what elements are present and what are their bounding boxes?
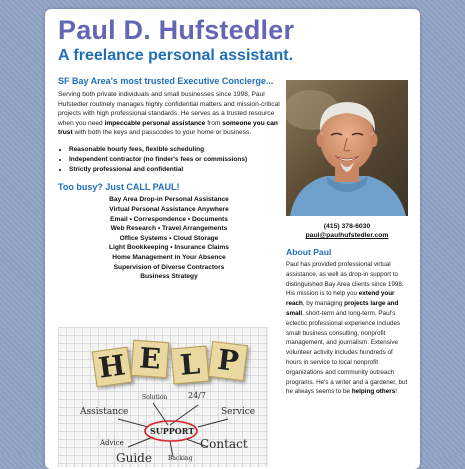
- help-tile-l: L: [170, 345, 209, 384]
- page-container: [45, 9, 420, 469]
- word-service: Service: [221, 407, 256, 417]
- service-item: Supervision of Diverse Contractors: [113, 263, 225, 271]
- intro-paragraph: [58, 90, 280, 138]
- feature-item: • Strictly professional and confidential: [69, 165, 280, 175]
- intro-text-2: from: [205, 119, 223, 127]
- word-247: 24/7: [188, 391, 206, 400]
- service-item: Email • Correspondence • Documents: [110, 215, 228, 223]
- about-bold-2: projects large and small: [286, 300, 399, 317]
- feature-list: [58, 145, 280, 174]
- services-list: [58, 195, 280, 281]
- feature-item: • Reasonable hourly fees, flexible scheduling: [69, 145, 280, 155]
- about-bold-3: helping others: [351, 388, 396, 396]
- word-contact: Contact: [200, 437, 248, 451]
- page-title: Paul D. Hufstedler: [58, 15, 295, 45]
- contact-block: [286, 222, 408, 240]
- help-tile-e: E: [131, 340, 169, 378]
- word-assistance: Assistance: [80, 407, 129, 417]
- service-item: Light Bookkeeping • Insurance Claims: [109, 244, 229, 252]
- service-item: Office Systems • Cloud Storage: [119, 234, 219, 242]
- about-text-3: , short-term and long-term. Paul's eclectic professional experience includes small business consulting, nonprofit management, and journalism. Extensive volunteer activity includes hundreds of hours in service to local nonprofit organizations and community outreach programs. He's a writer and a gardener, but he always seems to be: [286, 309, 408, 396]
- busy-heading: Too busy? Just CALL PAUL!: [58, 182, 180, 193]
- left-column: [58, 76, 280, 282]
- email-link[interactable]: paul@paulhufstedler.com: [305, 232, 389, 239]
- word-solution: Solution: [142, 394, 168, 401]
- intro-heading: SF Bay Area's most trusted Executive Concierge...: [58, 76, 274, 86]
- intro-text-1: Serving both private individuals and small businesses since 1998, Paul Hufstedler routinely manages highly confidential matters and mission-critical projects with high professional standards. He serves as a trusted resource when you need: [58, 91, 280, 127]
- about-text-4: !: [395, 388, 397, 396]
- word-backing: Backing: [168, 455, 193, 462]
- about-paragraph: [286, 260, 410, 397]
- service-item: Web Research • Travel Arrangements: [110, 225, 228, 233]
- service-item: Home Management in Your Absence: [112, 253, 226, 261]
- about-heading: About Paul: [286, 247, 332, 257]
- about-text-1: Paul has provided professional virtual assistance, as well as drop-in support to distinguished Bay Area clients since 1998. His mission is to help you: [286, 261, 404, 298]
- intro-text-3: with both the keys and passcodes to your home or business.: [72, 129, 252, 137]
- service-item: Bay Area Drop-in Personal Assistance: [109, 196, 229, 204]
- about-bold-1: extend your reach: [286, 290, 395, 308]
- word-advice: Advice: [100, 439, 124, 447]
- help-image: [58, 327, 268, 467]
- portrait-photo: [286, 80, 408, 216]
- page-subtitle: A freelance personal assistant.: [58, 47, 294, 64]
- help-tile-h: H: [92, 347, 133, 388]
- help-tile-p: P: [208, 341, 248, 381]
- service-item: Business Strategy: [140, 273, 198, 281]
- feature-item: • Independent contractor (no finder's fees or commissions): [69, 155, 280, 165]
- phone-number: (415) 378-6030: [323, 223, 371, 230]
- word-support: SUPPORT: [150, 426, 195, 436]
- intro-bold-2: someone you can trust: [58, 119, 278, 137]
- word-guide: Guide: [116, 451, 152, 465]
- about-text-2: , by managing: [302, 300, 345, 308]
- service-item: Virtual Personal Assistance Anywhere: [109, 205, 229, 213]
- intro-bold-1: impeccable personal assistance: [104, 119, 206, 127]
